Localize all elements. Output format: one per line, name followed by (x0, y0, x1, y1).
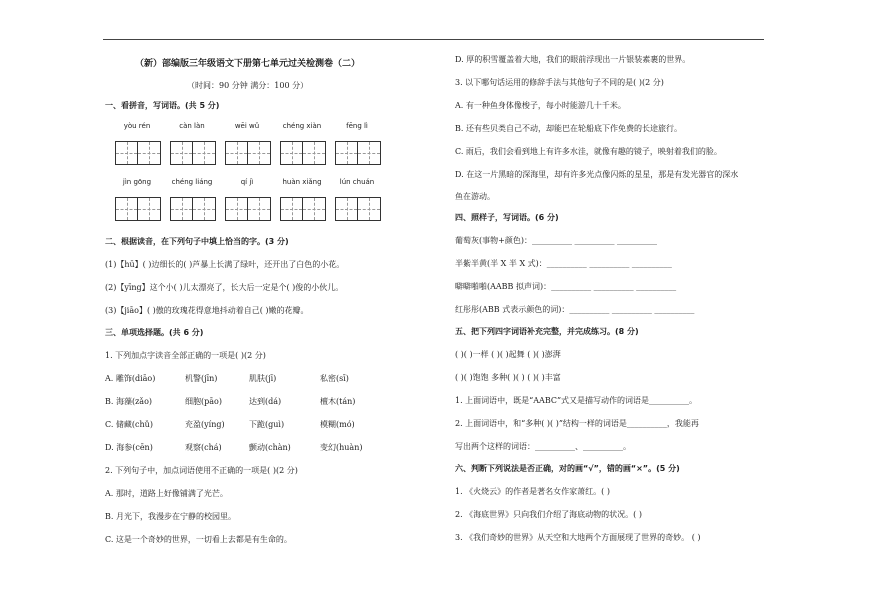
writing-grid[interactable] (225, 197, 271, 221)
fill-row: ( )( )饱饱 多种( )( ) ( )( )丰富 (455, 373, 561, 382)
section-1-heading: 一、看拼音，写词语。(共 5 分) (105, 101, 220, 110)
pinyin-label: chéng liáng (171, 178, 213, 186)
exam-title: （新）部编版三年级语文下册第七单元过关检测卷（二） (135, 59, 361, 69)
writing-grid[interactable] (225, 141, 271, 165)
option: A. 雕饰(diāo) (105, 374, 156, 383)
option: 充盈(yíng) (185, 420, 225, 429)
section-2-heading: 二、根据读音，在下列句子中填上恰当的字。(3 分) (105, 237, 289, 246)
question: 3. 以下哪句话运用的修辞手法与其他句子不同的是( )(2 分) (455, 78, 664, 87)
option: 下跪(guì) (249, 420, 285, 429)
fill-row: ( )( )一样 ( )( )起舞 ( )( )澎湃 (455, 350, 561, 359)
s2-line: (1)【hū】( )边细长的( )芦暴上长满了绿叶，还开出了白色的小花。 (105, 260, 345, 269)
option: 达到(dá) (249, 397, 282, 406)
pinyin-label: qí jì (240, 178, 254, 186)
option: B. 还有些贝类自己不动，却能巴在轮船底下作免费的长途旅行。 (455, 124, 682, 133)
fill-row: 半紫半黄(半 X 半 X 式)：__________ __________ __________ (455, 259, 672, 268)
writing-grid[interactable] (335, 197, 381, 221)
writing-grid[interactable] (170, 197, 216, 221)
option: D. 海参(cēn) (105, 443, 153, 452)
fill-row: 噼噼啪啪(AABB 拟声词)：__________ __________ __________ (455, 282, 677, 291)
question: 写出两个这样的词语：__________、__________。 (455, 442, 631, 451)
option: 观察(chá) (185, 443, 222, 452)
option: D. 在这一片黑暗的深海里，却有许多光点像闪烁的星星，那是有发光器官的深水 (455, 170, 739, 179)
option: C. 雨后，我们会看到地上有许多水洼，就像有趣的镜子，映射着我们的脸。 (455, 147, 722, 156)
pinyin-label: wēi wǔ (234, 122, 260, 130)
option: 机警(jīn) (185, 374, 218, 383)
writing-grid[interactable] (280, 197, 326, 221)
option: B. 海藻(zǎo) (105, 397, 153, 406)
s2-line: (2)【yīng】这个小( )儿太漂亮了，长大后一定是个( )俊的小伙儿。 (105, 283, 344, 292)
section-4-heading: 四、照样子，写词语。(6 分) (455, 213, 559, 222)
option: C. 储藏(chǔ) (105, 420, 153, 429)
pinyin-label: chéng xiàn (282, 122, 322, 130)
option: A. 有一种鱼身体像梭子，每小时能游几十千米。 (455, 101, 626, 110)
question: 1. 上面词语中，既是“AABC”式又是描写动作的词语是__________。 (455, 396, 698, 405)
pinyin-label: yòu rén (123, 122, 151, 130)
header-rule (103, 39, 764, 40)
judge-item: 1. 《火烧云》的作者是著名女作家萧红。( ) (455, 487, 610, 496)
option: A. 那时，道路上好像铺满了光芒。 (105, 489, 228, 498)
option: C. 这是一个奇妙的世界，一切看上去都是有生命的。 (105, 535, 292, 544)
option: 私密(sī) (320, 374, 349, 383)
option: 变幻(huàn) (320, 443, 363, 452)
option: 肌肤(jī) (249, 374, 277, 383)
judge-item: 3. 《我们奇妙的世界》从天空和大地两个方面展现了世界的奇妙。 ( ) (455, 533, 701, 542)
section-3-heading: 三、单项选择题。(共 6 分) (105, 328, 204, 337)
writing-grid[interactable] (280, 141, 326, 165)
writing-grid[interactable] (335, 141, 381, 165)
writing-grid[interactable] (115, 197, 161, 221)
section-6-heading: 六、判断下列说法是否正确，对的画“√”，错的画“×”。(5 分) (455, 464, 680, 473)
exam-subtitle: （时间：90 分钟 满分：100 分） (187, 81, 309, 90)
option: 模糊(mó) (320, 420, 355, 429)
writing-grid[interactable] (170, 141, 216, 165)
option: 鱼在游动。 (455, 192, 495, 201)
option: 颤动(chàn) (249, 443, 291, 452)
fill-row: 红彤彤(ABB 式表示颜色的词)：__________ __________ __________ (455, 305, 695, 314)
section-5-heading: 五、把下列四字词语补充完整，并完成练习。(8 分) (455, 327, 639, 336)
fill-row: 葡萄灰(事物+颜色)：__________ __________ __________ (455, 236, 658, 245)
option: B. 月光下，我漫步在宁静的校园里。 (105, 512, 236, 521)
pinyin-label: càn làn (179, 122, 205, 130)
question: 1. 下列加点字读音全部正确的一项是( )(2 分) (105, 351, 266, 360)
question: 2. 上面词语中，和“多种( )( )”结构一样的词语是__________，我能再 (455, 419, 699, 428)
s2-line: (3)【jiāo】( )傲的玫瑰花得意地抖动着自己( )嫩的花瓣。 (105, 306, 309, 315)
pinyin-label: jìn gōng (122, 178, 152, 186)
judge-item: 2. 《海底世界》只向我们介绍了海底动物的状况。( ) (455, 510, 642, 519)
pinyin-label: huàn xiǎng (282, 178, 322, 186)
option: D. 厚的积雪覆盖着大地，我们的眼前浮现出一片银装素裹的世界。 (455, 55, 691, 64)
writing-grid[interactable] (115, 141, 161, 165)
option: 细胞(pāo) (185, 397, 222, 406)
question: 2. 下列句子中，加点词语使用不正确的一项是( )(2 分) (105, 466, 298, 475)
pinyin-label: fēng lì (346, 122, 368, 130)
option: 檀木(tán) (320, 397, 356, 406)
pinyin-label: lún chuán (339, 178, 375, 186)
